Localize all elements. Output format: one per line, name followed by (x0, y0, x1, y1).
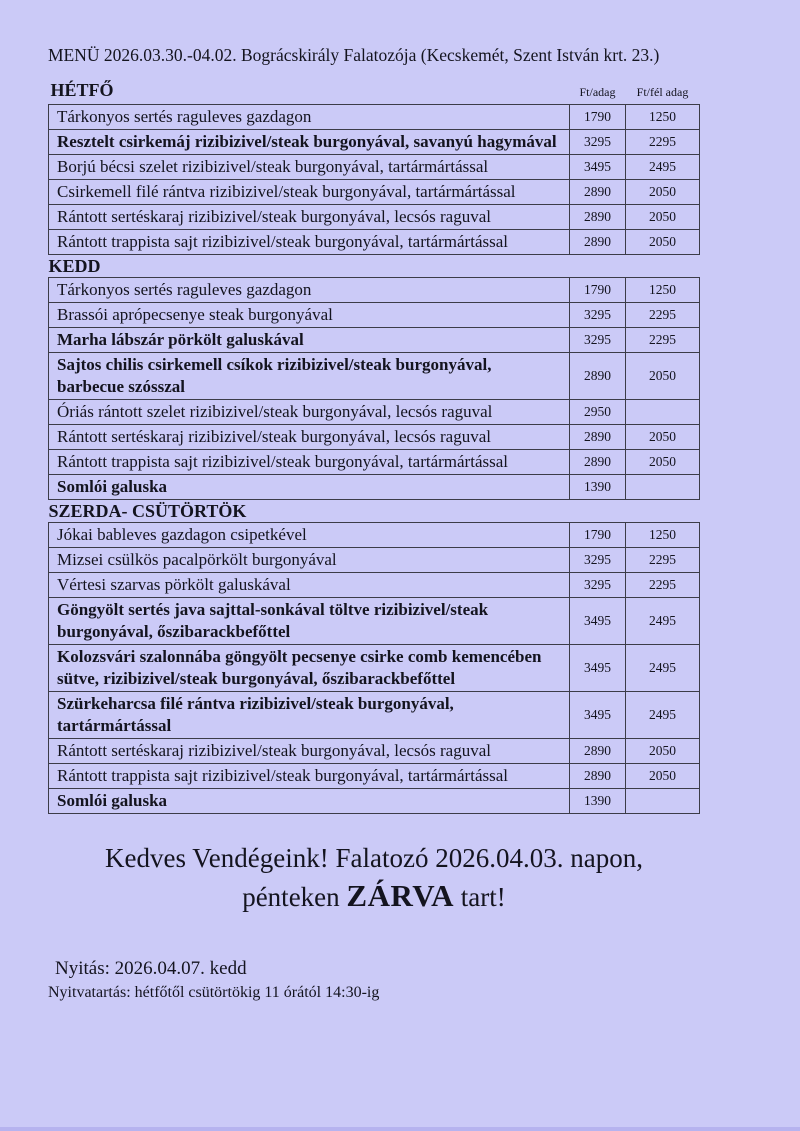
price-full-portion: 2950 (570, 400, 626, 425)
price-full-portion: 2890 (570, 230, 626, 255)
menu-item-row (49, 573, 700, 598)
menu-content (48, 44, 700, 1002)
menu-item-row (49, 303, 700, 328)
price-full-portion: 3295 (570, 573, 626, 598)
menu-item-row (49, 155, 700, 180)
closure-notice-line2-suffix: tart! (454, 882, 506, 912)
dish-name: Somlói galuska (49, 789, 570, 814)
menu-item-row (49, 180, 700, 205)
dish-name: Rántott sertéskaraj rizibizivel/steak burgonyával, lecsós raguval (49, 739, 570, 764)
dish-name: Óriás rántott szelet rizibizivel/steak burgonyával, lecsós raguval (49, 400, 570, 425)
menu-item-row (49, 764, 700, 789)
day-header-spacer (570, 255, 626, 278)
price-header-half: Ft/fél adag (636, 84, 689, 99)
day-header-row (49, 79, 700, 105)
dish-name: Tárkonyos sertés raguleves gazdagon (49, 278, 570, 303)
price-half-portion: 1250 (626, 523, 700, 548)
menu-item-row (49, 645, 700, 692)
dish-name: Somlói galuska (49, 475, 570, 500)
dish-name: Vértesi szarvas pörkölt galuskával (49, 573, 570, 598)
price-header-full: Ft/adag (579, 84, 616, 99)
day-header: HÉTFŐ (50, 80, 114, 100)
page-bottom-edge (0, 1127, 800, 1131)
dish-name: Csirkemell filé rántva rizibizivel/steak burgonyával, tartármártással (49, 180, 570, 205)
footer-info (48, 958, 700, 1002)
menu-item-row (49, 105, 700, 130)
price-full-portion: 2890 (570, 739, 626, 764)
price-full-portion: 2890 (570, 180, 626, 205)
menu-item-row (49, 475, 700, 500)
price-half-portion: 2050 (626, 205, 700, 230)
price-half-portion: 2495 (626, 645, 700, 692)
dish-name: Tárkonyos sertés raguleves gazdagon (49, 105, 570, 130)
menu-section-table (48, 79, 700, 255)
price-full-portion: 3295 (570, 328, 626, 353)
price-half-portion: 2295 (626, 328, 700, 353)
dish-name: Resztelt csirkemáj rizibizivel/steak burgonyával, savanyú hagymával (49, 130, 570, 155)
menu-item-row (49, 353, 700, 400)
opening-date: Nyitás: 2026.04.07. kedd (55, 958, 247, 979)
menu-item-row (49, 598, 700, 645)
menu-item-row (49, 548, 700, 573)
price-full-portion: 3495 (570, 598, 626, 645)
dish-name: Rántott trappista sajt rizibizivel/steak burgonyával, tartármártással (49, 230, 570, 255)
price-full-portion: 1790 (570, 278, 626, 303)
price-full-portion: 2890 (570, 764, 626, 789)
day-header-spacer (626, 500, 700, 523)
menu-item-row (49, 278, 700, 303)
price-half-portion: 2295 (626, 130, 700, 155)
day-header: KEDD (48, 256, 101, 276)
day-header-spacer (626, 255, 700, 278)
closure-notice-zarva: ZÁRVA (346, 878, 455, 913)
menu-item-row (49, 425, 700, 450)
price-half-portion: 2495 (626, 598, 700, 645)
dish-name: Borjú bécsi szelet rizibizivel/steak burgonyával, tartármártással (49, 155, 570, 180)
menu-item-row (49, 230, 700, 255)
dish-name: Sajtos chilis csirkemell csíkok rizibizivel/steak burgonyával, barbecue szósszal (49, 353, 570, 400)
dish-name: Marha lábszár pörkölt galuskával (49, 328, 570, 353)
menu-item-row (49, 523, 700, 548)
day-header: SZERDA- CSÜTÖRTÖK (48, 501, 247, 521)
dish-name: Mizsei csülkös pacalpörkölt burgonyával (49, 548, 570, 573)
dish-name: Rántott sertéskaraj rizibizivel/steak burgonyával, lecsós raguval (49, 425, 570, 450)
price-half-portion (626, 400, 700, 425)
menu-item-row (49, 450, 700, 475)
dish-name: Rántott trappista sajt rizibizivel/steak burgonyával, tartármártással (49, 764, 570, 789)
price-full-portion: 3295 (570, 548, 626, 573)
menu-item-row (49, 130, 700, 155)
price-half-portion: 2495 (626, 692, 700, 739)
price-full-portion: 1390 (570, 475, 626, 500)
closure-notice (48, 840, 700, 916)
menu-item-row (49, 400, 700, 425)
price-half-portion: 2050 (626, 353, 700, 400)
price-half-portion: 2295 (626, 573, 700, 598)
price-full-portion: 1790 (570, 523, 626, 548)
menu-tables (48, 79, 700, 814)
price-full-portion: 3295 (570, 303, 626, 328)
price-half-portion: 2050 (626, 180, 700, 205)
price-full-portion: 3495 (570, 692, 626, 739)
menu-item-row (49, 739, 700, 764)
dish-name: Szürkeharcsa filé rántva rizibizivel/steak burgonyával, tartármártással (49, 692, 570, 739)
closure-notice-line2-prefix: pénteken (242, 882, 347, 912)
price-half-portion: 2050 (626, 450, 700, 475)
opening-hours: Nyitvatartás: hétfőtől csütörtökig 11 órától 14:30-ig (48, 984, 380, 1001)
day-header-row (49, 500, 700, 523)
day-header-spacer (570, 500, 626, 523)
page-title: MENÜ 2026.03.30.-04.02. Bográcskirály Falatozója (Kecskemét, Szent István krt. 23.) (48, 45, 660, 65)
price-half-portion (626, 475, 700, 500)
price-half-portion: 2495 (626, 155, 700, 180)
closure-notice-line2 (48, 877, 700, 916)
menu-section-table (48, 255, 700, 500)
price-full-portion: 1790 (570, 105, 626, 130)
price-half-portion: 2050 (626, 230, 700, 255)
price-half-portion: 2295 (626, 548, 700, 573)
dish-name: Kolozsvári szalonnába göngyölt pecsenye csirke comb kemencében sütve, rizibizivel/steak burgonyával, őszibarackbefőttel (49, 645, 570, 692)
menu-item-row (49, 328, 700, 353)
price-full-portion: 2890 (570, 353, 626, 400)
closure-notice-line1: Kedves Vendégeink! Falatozó 2026.04.03. napon, (105, 843, 643, 873)
dish-name: Göngyölt sertés java sajttal-sonkával töltve rizibizivel/steak burgonyával, őszibarackbefőttel (49, 598, 570, 645)
price-full-portion: 2890 (570, 205, 626, 230)
price-half-portion (626, 789, 700, 814)
price-half-portion: 2050 (626, 764, 700, 789)
menu-item-row (49, 789, 700, 814)
price-half-portion: 1250 (626, 105, 700, 130)
price-half-portion: 2295 (626, 303, 700, 328)
price-full-portion: 3495 (570, 645, 626, 692)
menu-item-row (49, 205, 700, 230)
dish-name: Jókai bableves gazdagon csipetkével (49, 523, 570, 548)
price-full-portion: 3495 (570, 155, 626, 180)
price-half-portion: 1250 (626, 278, 700, 303)
menu-section-table (48, 500, 700, 814)
price-full-portion: 3295 (570, 130, 626, 155)
price-half-portion: 2050 (626, 739, 700, 764)
dish-name: Rántott sertéskaraj rizibizivel/steak burgonyával, lecsós raguval (49, 205, 570, 230)
dish-name: Brassói aprópecsenye steak burgonyával (49, 303, 570, 328)
price-half-portion: 2050 (626, 425, 700, 450)
dish-name: Rántott trappista sajt rizibizivel/steak burgonyával, tartármártással (49, 450, 570, 475)
price-full-portion: 2890 (570, 450, 626, 475)
price-full-portion: 1390 (570, 789, 626, 814)
day-header-row (49, 255, 700, 278)
menu-item-row (49, 692, 700, 739)
price-full-portion: 2890 (570, 425, 626, 450)
